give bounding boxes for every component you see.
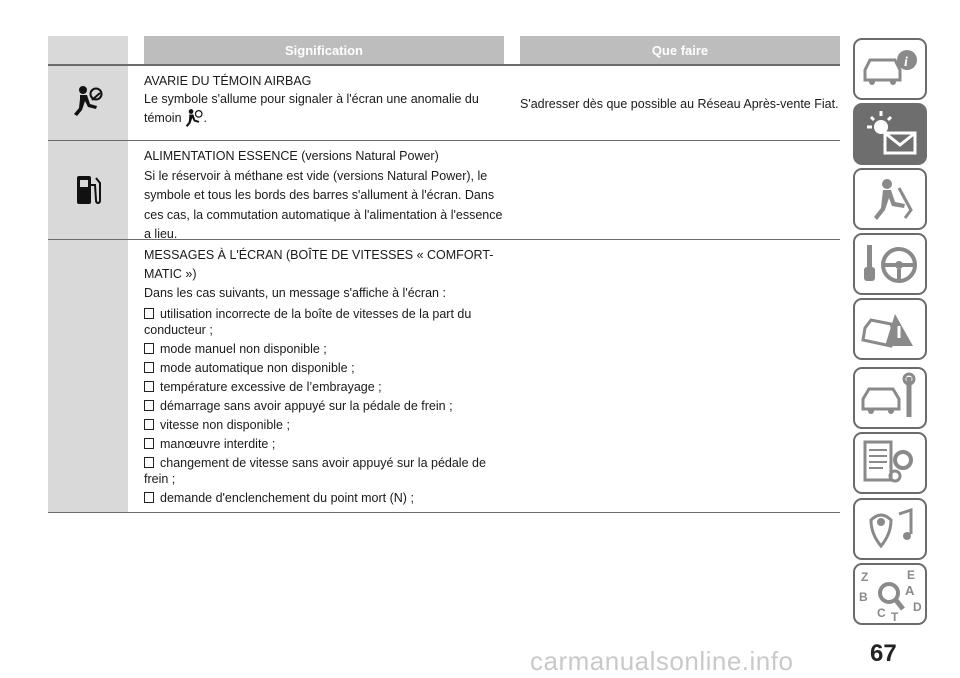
header-icon-column xyxy=(48,36,128,64)
row-text-end: . xyxy=(203,111,208,125)
row-text: Dans les cas suivants, un message s'affiche à l'écran : xyxy=(144,286,446,300)
list-item-text: température excessive de l’embrayage ; xyxy=(160,380,382,394)
car-wrench-icon xyxy=(855,369,925,427)
checkbox-bullet-icon xyxy=(144,419,154,430)
checkbox-bullet-icon xyxy=(144,400,154,411)
checkbox-bullet-icon xyxy=(144,438,154,449)
tab-starting-driving[interactable] xyxy=(853,233,927,295)
row-text-line2 xyxy=(144,108,504,133)
bullet-list xyxy=(144,306,504,506)
list-item xyxy=(144,490,504,506)
meaning-cell xyxy=(144,240,504,512)
airbag-seatbelt-icon xyxy=(855,170,925,228)
checkbox-bullet-icon xyxy=(144,381,154,392)
multimedia-icon xyxy=(855,500,925,558)
checkbox-bullet-icon xyxy=(144,308,154,319)
watermark: carmanualsonline.info xyxy=(530,646,794,676)
specs-gear-icon xyxy=(855,434,925,492)
list-item-text: mode automatique non disponible ; xyxy=(160,361,355,375)
row-action: S'adresser dès que possible au Réseau Après-vente Fiat. xyxy=(520,97,839,111)
row-text-part: témoin xyxy=(144,111,182,125)
list-item xyxy=(144,398,504,414)
row-text: Si le réservoir à méthane est vide (versions Natural Power), le symbole et tous les bords des barres s'allument à l'écran. Dans ces cas, la commutation automatique à l'alimentation à l'essence a lieu. xyxy=(144,168,503,241)
checkbox-bullet-icon xyxy=(144,457,154,468)
tab-car-info[interactable] xyxy=(853,38,927,100)
list-item-text: demande d'enclenchement du point mort (N) ; xyxy=(160,491,414,505)
table-row xyxy=(48,240,840,513)
key-steering-wheel-icon xyxy=(855,235,925,293)
index-letter: B xyxy=(859,590,868,604)
airbag-warning-icon xyxy=(71,84,105,118)
list-item-text: vitesse non disponible ; xyxy=(160,418,290,432)
tab-safety[interactable] xyxy=(853,168,927,230)
table-header xyxy=(48,36,840,64)
meaning-cell xyxy=(144,141,504,239)
table-row xyxy=(48,66,840,141)
fuel-pump-icon xyxy=(74,173,102,207)
list-item xyxy=(144,379,504,395)
list-item-text: changement de vitesse sans avoir appuyé sur la pédale de frein ; xyxy=(144,456,486,486)
tab-emergency[interactable] xyxy=(853,298,927,360)
index-letter: Z xyxy=(861,570,869,584)
warning-light-message-icon xyxy=(855,105,925,163)
index-letter: T xyxy=(891,610,899,623)
row-text: Le symbole s'allume pour signaler à l'écran une anomalie du xyxy=(144,92,479,106)
table-row xyxy=(48,141,840,240)
list-item-text: manœuvre interdite ; xyxy=(160,437,276,451)
list-item xyxy=(144,417,504,433)
row-title: ALIMENTATION ESSENCE (versions Natural Power) xyxy=(144,149,439,163)
list-item xyxy=(144,455,504,487)
row-title: MESSAGES À L'ÉCRAN (BOÎTE DE VITESSES « COMFORT-MATIC ») xyxy=(144,248,494,281)
list-item-text: mode manuel non disponible ; xyxy=(160,342,327,356)
index-letter: C xyxy=(877,606,886,620)
icon-cell xyxy=(48,240,128,512)
index-letter: A xyxy=(905,583,915,598)
tab-warning-lights[interactable] xyxy=(853,103,927,165)
list-item xyxy=(144,306,504,338)
icon-cell xyxy=(48,66,128,140)
car-info-icon xyxy=(855,40,925,98)
warning-lights-table xyxy=(48,36,840,513)
list-item xyxy=(144,436,504,452)
meaning-cell xyxy=(144,66,504,140)
airbag-inline-icon xyxy=(184,108,204,133)
page-number: 67 xyxy=(870,640,897,667)
index-letter: E xyxy=(907,568,916,582)
index-letter: D xyxy=(913,600,922,614)
svg-text:i: i xyxy=(904,55,908,70)
header-action: Que faire xyxy=(520,36,840,64)
list-item-text: démarrage sans avoir appuyé sur la pédale de frein ; xyxy=(160,399,453,413)
icon-cell xyxy=(48,141,128,239)
list-item xyxy=(144,360,504,376)
tab-technical-data[interactable] xyxy=(853,432,927,494)
list-item xyxy=(144,341,504,357)
car-crash-warning-icon xyxy=(855,300,925,358)
action-cell xyxy=(520,141,840,239)
index-search-icon xyxy=(855,565,925,623)
header-meaning: Signification xyxy=(144,36,504,64)
action-cell xyxy=(520,240,840,512)
action-cell xyxy=(520,66,840,140)
checkbox-bullet-icon xyxy=(144,343,154,354)
row-title: AVARIE DU TÉMOIN AIRBAG xyxy=(144,74,312,88)
list-item-text: utilisation incorrecte de la boîte de vitesses de la part du conducteur ; xyxy=(144,307,472,337)
checkbox-bullet-icon xyxy=(144,492,154,503)
tab-index[interactable] xyxy=(853,563,927,625)
tab-multimedia[interactable] xyxy=(853,498,927,560)
checkbox-bullet-icon xyxy=(144,362,154,373)
tab-maintenance[interactable] xyxy=(853,367,927,429)
